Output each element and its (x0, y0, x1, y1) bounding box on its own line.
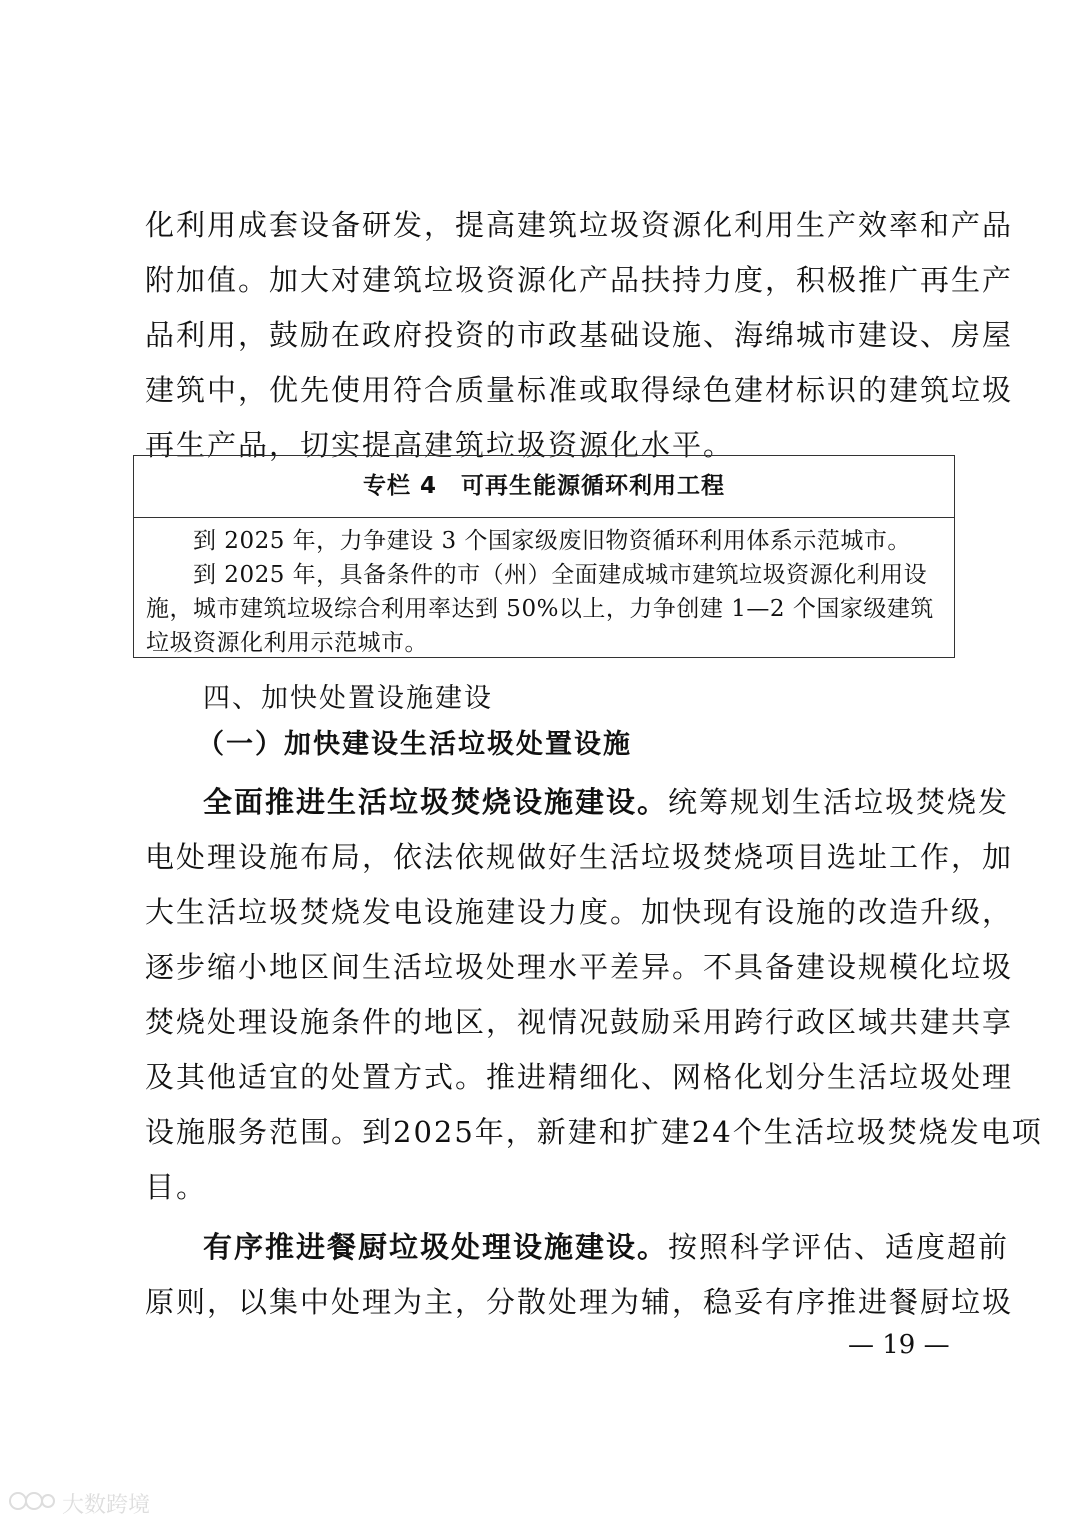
column-box-line: 垃圾资源化利用示范城市。 (146, 630, 428, 656)
watermark (8, 1488, 150, 1519)
body-line: 及其他适宜的处置方式。推进精细化、网格化划分生活垃圾处理 (145, 1060, 1014, 1094)
para3-bold-lead: 有序推进餐厨垃圾处理设施建设。 (203, 1230, 669, 1264)
body-line: 设施服务范围。到2025年，新建和扩建24个生活垃圾焚烧发电项 (145, 1115, 1043, 1149)
watermark-text: 大数跨境 (62, 1493, 151, 1518)
body-line: 逐步缩小地区间生活垃圾处理水平差异。不具备建设规模化垃圾 (145, 950, 1014, 984)
page-number: — 19 — (848, 1330, 950, 1360)
body-line: 大生活垃圾焚烧发电设施建设力度。加快现有设施的改造升级， (145, 895, 1014, 929)
column-box-title: 专栏 4 可再生能源循环利用工程 (134, 456, 954, 518)
para2-bold-lead: 全面推进生活垃圾焚烧设施建设。 (203, 785, 669, 819)
section-heading: 四、加快处置设施建设 (203, 683, 493, 714)
column-box-line: 施，城市建筑垃圾综合利用率达到 50%以上，力争创建 1—2 个国家级建筑 (146, 596, 934, 622)
para3-first-line (203, 1225, 1009, 1266)
body-line: 品利用，鼓励在政府投资的市政基础设施、海绵城市建设、房屋 (145, 318, 1014, 352)
column-box-line: 到 2025 年，力争建设 3 个国家级废旧物资循环利用体系示范城市。 (146, 528, 911, 554)
column-box (133, 455, 955, 658)
para2-first-line (203, 780, 1009, 821)
body-line: 电处理设施布局，依法依规做好生活垃圾焚烧项目选址工作，加 (145, 840, 1014, 874)
body-line: 化利用成套设备研发，提高建筑垃圾资源化利用生产效率和产品 (145, 208, 1014, 242)
watermark-logo-icon (8, 1489, 56, 1519)
para2-first-rest: 统筹规划生活垃圾焚烧发 (668, 785, 1010, 819)
body-line: 建筑中，优先使用符合质量标准或取得绿色建材标识的建筑垃圾 (145, 373, 1014, 407)
body-line: 原则，以集中处理为主，分散处理为辅，稳妥有序推进餐厨垃圾 (145, 1285, 1014, 1319)
body-line: 再生产品，切实提高建筑垃圾资源化水平。 (145, 428, 735, 462)
column-box-line: 到 2025 年，具备条件的市（州）全面建成城市建筑垃圾资源化利用设 (146, 562, 928, 588)
body-line: 焚烧处理设施条件的地区，视情况鼓励采用跨行政区域共建共享 (145, 1005, 1014, 1039)
body-line: 附加值。加大对建筑垃圾资源化产品扶持力度，积极推广再生产 (145, 263, 1014, 297)
body-line: 目。 (145, 1170, 208, 1204)
subsection-heading: （一）加快建设生活垃圾处置设施 (197, 729, 632, 760)
para3-first-rest: 按照科学评估、适度超前 (668, 1230, 1010, 1264)
